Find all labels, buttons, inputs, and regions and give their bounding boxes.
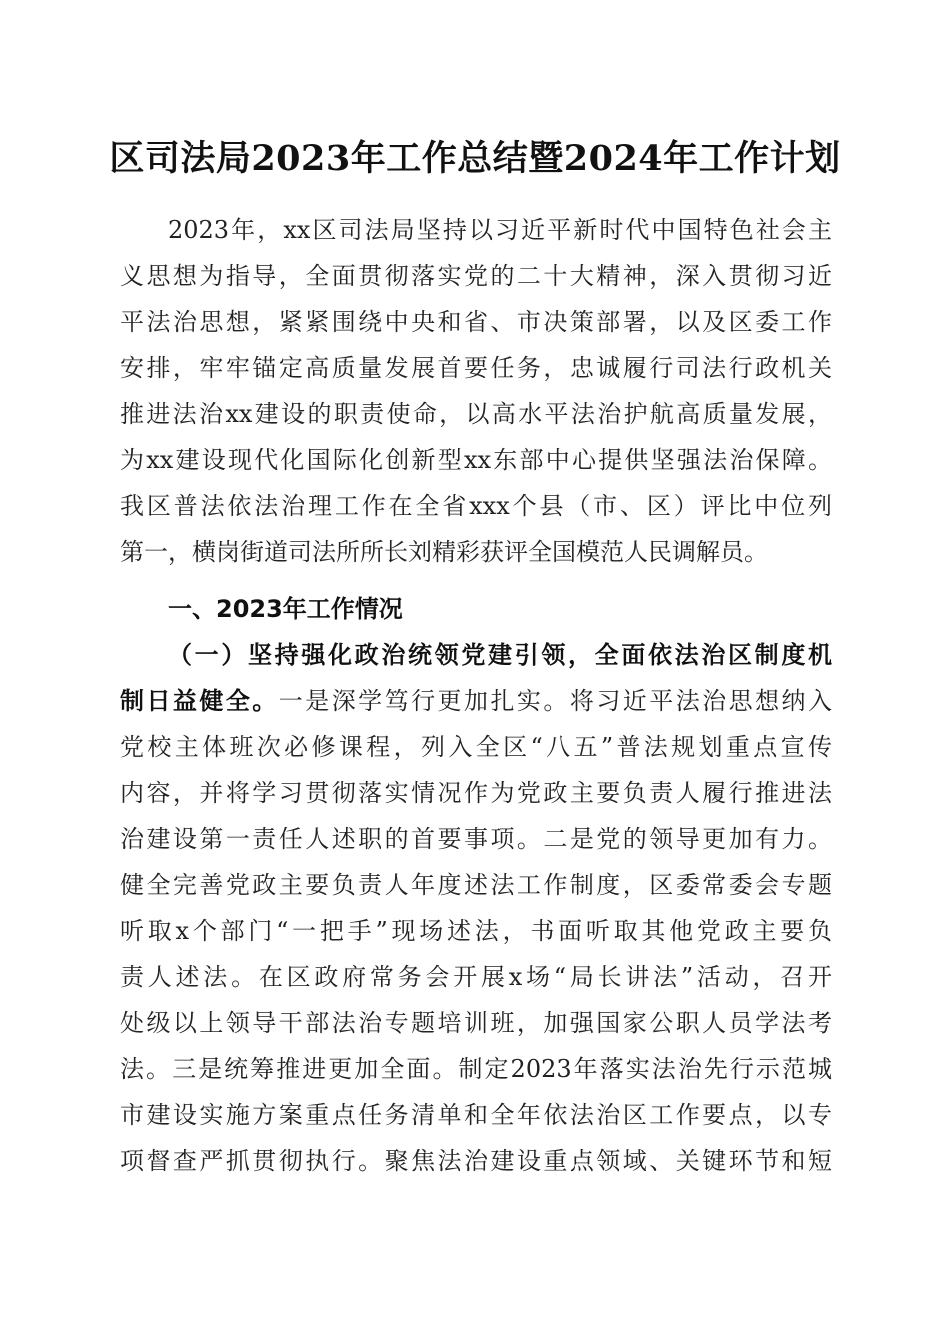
body-line-10: 项督查严抓贯彻执行。聚焦法治建设重点领域、关键环节和短 [120, 1147, 832, 1175]
intro-line-5: 推进法治xx建设的职责使命，以高水平法治护航高质量发展， [120, 400, 832, 428]
subsection-heading-tail: 制日益健全。 [120, 686, 279, 715]
body-line-1: 党校主体班次必修课程，列入全区“八五”普法规划重点宣传 [120, 733, 832, 761]
body-line-3: 治建设第一责任人述职的首要事项。二是党的领导更加有力。 [120, 825, 832, 853]
intro-line-6: 为xx建设现代化国际化创新型xx东部中心提供坚强法治保障。 [120, 446, 832, 474]
subsection-body-start: 一是深学笃行更加扎实。将习近平法治思想纳入 [278, 687, 833, 715]
intro-line-7: 我区普法依法治理工作在全省xxx个县（市、区）评比中位列 [120, 492, 832, 520]
intro-line-3: 平法治思想，紧紧围绕中央和省、市决策部署，以及区委工作 [120, 308, 832, 336]
body-line-7: 处级以上领导干部法治专题培训班，加强国家公职人员学法考 [120, 1009, 832, 1037]
body-line-6: 责人述法。在区政府常务会开展x场“局长讲法”活动，召开 [120, 963, 832, 991]
subsection-heading-line: （一）坚持强化政治统领党建引领，全面依法治区制度机 [168, 640, 832, 669]
body-line-8: 法。三是统筹推进更加全面。制定2023年落实法治先行示范城 [120, 1055, 832, 1083]
body-line-4: 健全完善党政主要负责人年度述法工作制度，区委常委会专题 [120, 871, 832, 899]
intro-line-8: 第一，横岗街道司法所所长刘精彩获评全国模范人民调解员。 [120, 538, 768, 566]
body-line-5: 听取x个部门“一把手”现场述法，书面听取其他党政主要负 [120, 917, 832, 945]
section-heading: 一、2023年工作情况 [168, 595, 403, 623]
body-line-9: 市建设实施方案重点任务清单和全年依法治区工作要点，以专 [120, 1101, 832, 1129]
intro-line-2: 义思想为指导，全面贯彻落实党的二十大精神，深入贯彻习近 [120, 262, 832, 290]
body-line-2: 内容，并将学习贯彻落实情况作为党政主要负责人履行推进法 [120, 779, 832, 807]
document-title: 区司法局2023年工作总结暨2024年工作计划 [109, 138, 841, 179]
subsection-continuation-line [120, 678, 832, 724]
intro-line-4: 安排，牢牢锚定高质量发展首要任务，忠诚履行司法行政机关 [120, 354, 832, 382]
intro-line-1: 2023年，xx区司法局坚持以习近平新时代中国特色社会主 [168, 216, 832, 244]
